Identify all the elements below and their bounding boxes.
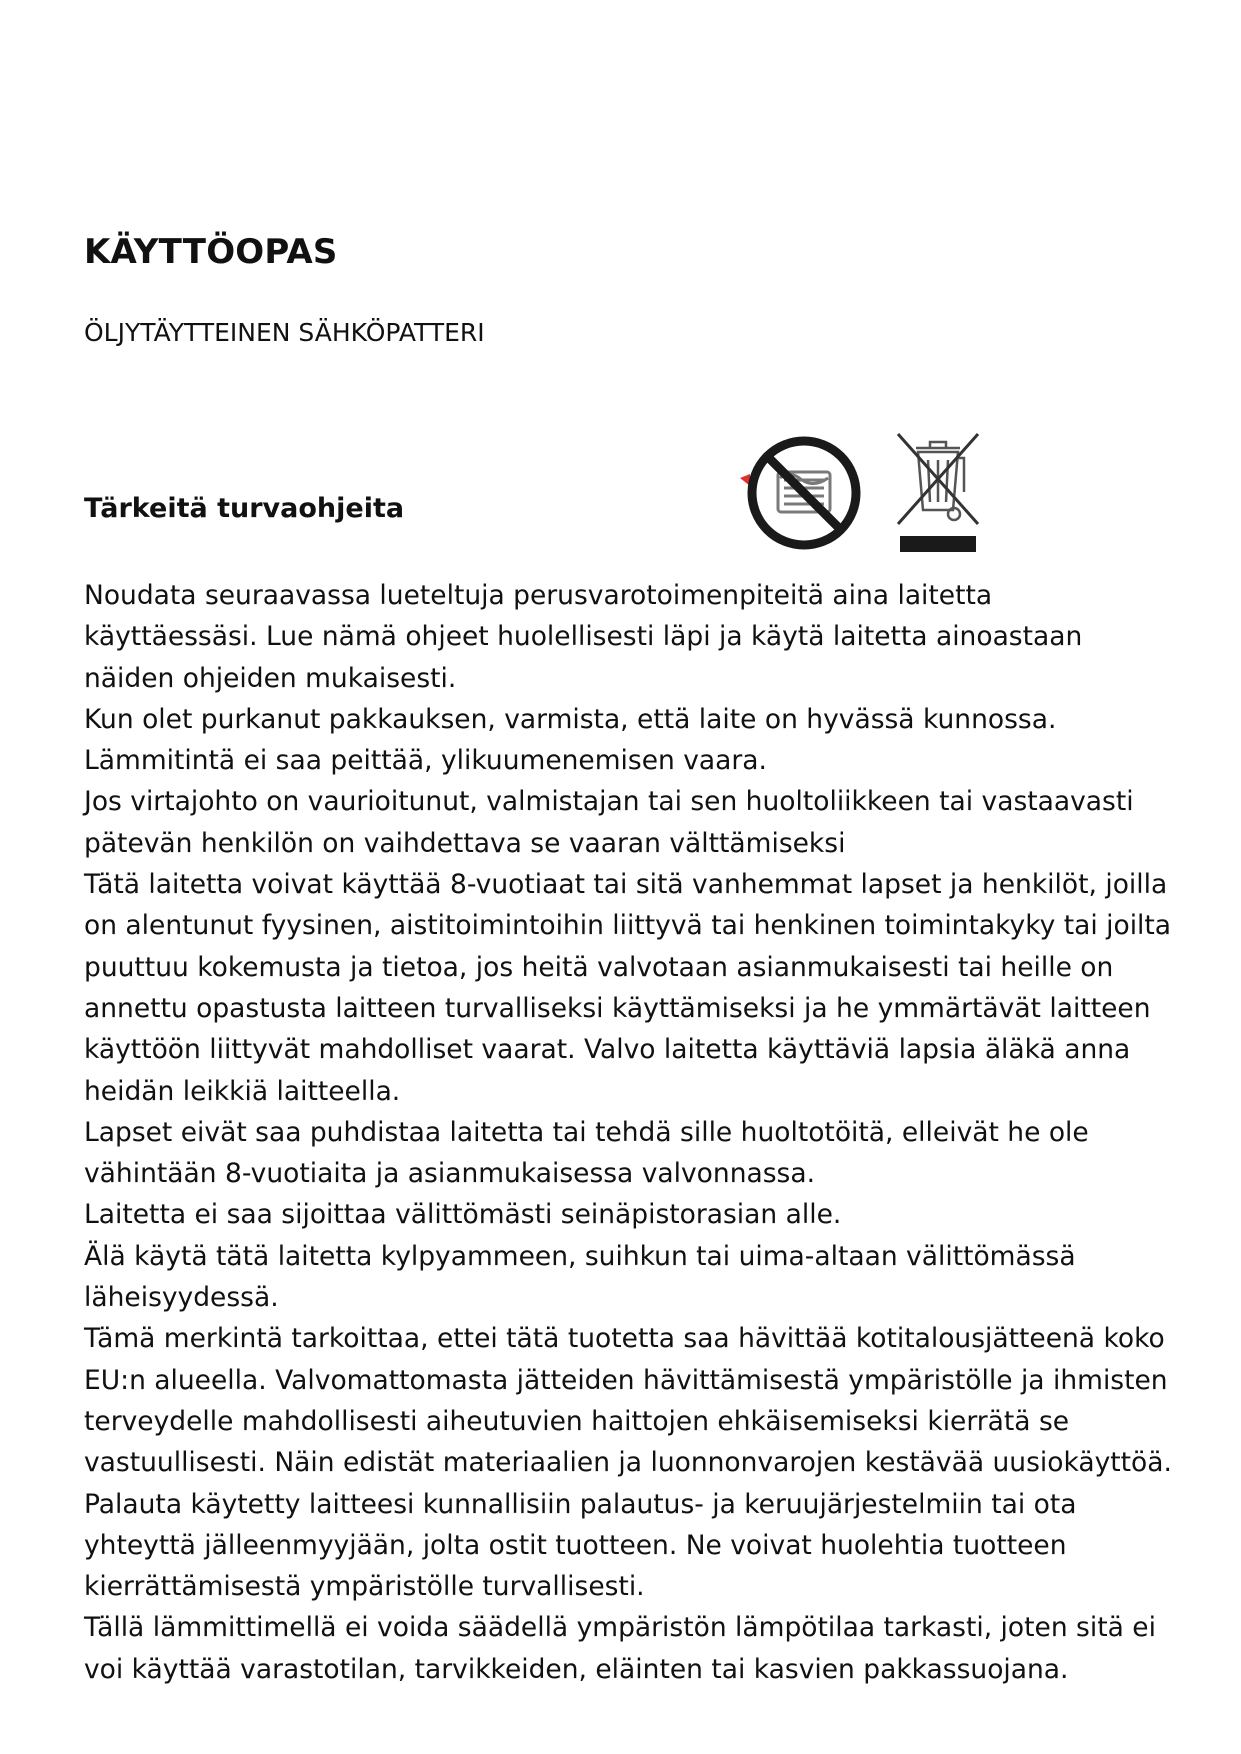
paragraph-precautions: Noudata seuraavassa lueteltuja perusvarotoimenpiteitä aina laitetta käyttäessäsi. Lue nämä ohjeet huolellisesti läpi ja käytä laitetta ainoastaan näiden ohjeiden mukaisesti. xyxy=(84,580,1083,694)
paragraph-unpacking: Kun olet purkanut pakkauksen, varmista, että laite on hyvässä kunnossa. xyxy=(84,703,1057,735)
document-title: KÄYTTÖOPAS xyxy=(84,232,338,272)
safety-instructions-body xyxy=(84,575,1174,1690)
paragraph-power-cord: Jos virtajohto on vaurioitunut, valmistajan tai sen huoltoliikkeen tai vastaavasti pätevän henkilön on vaihdettava se vaaran välttämiseksi xyxy=(84,786,1134,859)
paragraph-children-cleaning: Lapset eivät saa puhdistaa laitetta tai tehdä sille huoltotöitä, elleivät he ole vähintään 8-vuotiaita ja asianmukaisessa valvonnassa. xyxy=(84,1116,1089,1190)
weee-crossed-bin-icon xyxy=(890,428,986,554)
section-heading-safety: Tärkeitä turvaohjeita xyxy=(84,493,405,524)
no-cover-icon xyxy=(740,434,868,552)
paragraph-children-use: Tätä laitetta voivat käyttää 8-vuotiaat tai sitä vanhemmat lapset ja henkilöt, joilla on alentunut fyysinen, aistitoimintoihin liittyvä tai henkinen toimintakyky tai joilta puuttuu kokemusta ja tietoa, jos heitä valvotaan asianmukaisesti tai heille on annettu opastusta laitteen turvalliseksi käyttämiseksi ja he ymmärtävät laitteen käyttöön liittyvät mahdolliset vaarat. Valvo laitetta käyttäviä lapsia äläkä anna heidän leikkiä laitteella. xyxy=(84,869,1172,1107)
paragraph-weee-disposal: Tämä merkintä tarkoittaa, ettei tätä tuotetta saa hävittää kotitalousjätteenä koko EU:n alueella. Valvomattomasta jätteiden hävittämisestä ympäristölle ja ihmisten terveydelle mahdollisesti aiheutuvien haittojen ehkäisemiseksi kierrätä se vastuullisesti. Näin edistät materiaalien ja luonnonvarojen kestävää uusiokäyttöä. Palauta käytetty laitteesi kunnallisiin palautus- ja keruujärjestelmiin tai ota yhteyttä jälleenmyyjään, jolta ostit tuotteen. Ne voivat huolehtia tuotteen kierrättämisestä ympäristölle turvallisesti. xyxy=(84,1323,1172,1603)
document-subtitle: ÖLJYTÄYTTEINEN SÄHKÖPATTERI xyxy=(84,318,485,347)
warning-symbols xyxy=(740,428,990,554)
paragraph-bathroom: Älä käytä tätä laitetta kylpyammeen, suihkun tai uima-altaan välittömässä läheisyydessä. xyxy=(84,1240,1076,1314)
paragraph-socket-placement: Laitetta ei saa sijoittaa välittömästi seinäpistorasian alle. xyxy=(84,1199,842,1231)
paragraph-temperature-control: Tällä lämmittimellä ei voida säädellä ympäristön lämpötilaa tarkasti, joten sitä ei voi käyttää varastotilan, tarvikkeiden, eläinten tai kasvien pakkassuojana. xyxy=(84,1612,1156,1685)
paragraph-no-cover: Lämmitintä ei saa peittää, ylikuumenemisen vaara. xyxy=(84,745,767,777)
